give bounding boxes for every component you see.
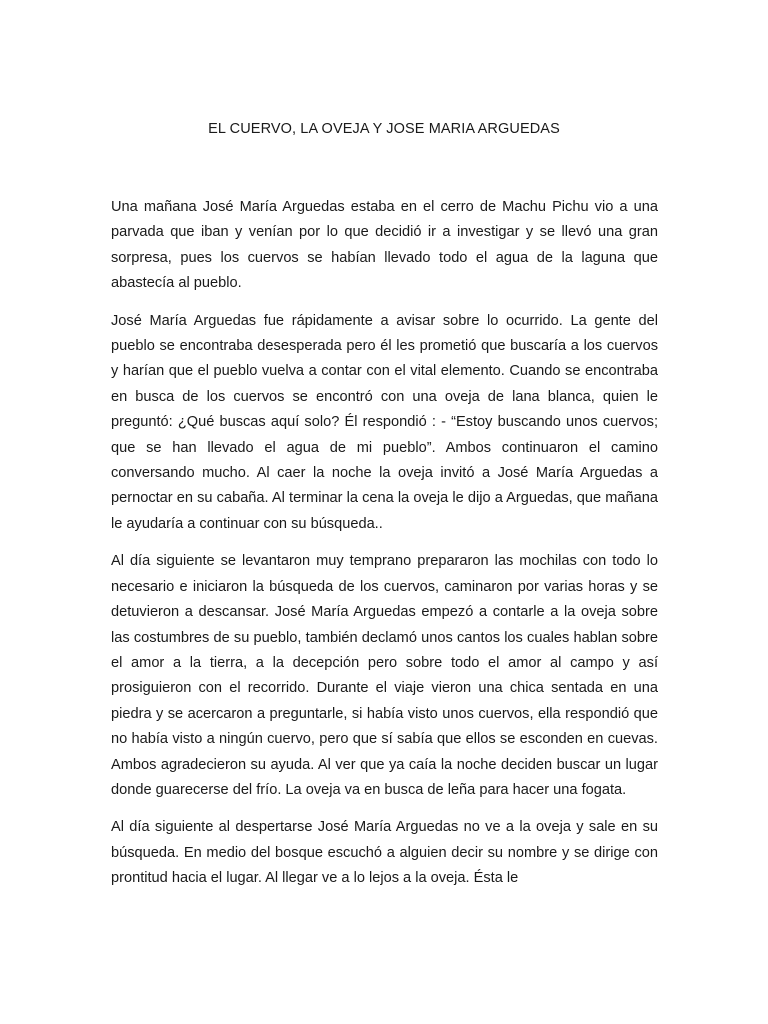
paragraph-2: José María Arguedas fue rápidamente a avisar sobre lo ocurrido. La gente del pueblo se encontraba desesperada pero él les prometió que buscaría a los cuervos y harían que el pueblo vuelva a contar con el vital elemento. Cuando se encontraba en busca de los cuervos se encontró con una oveja de lana blanca, quien le preguntó: ¿Qué buscas aquí solo? Él respondió : - “Estoy buscando unos cuervos; que se han llevado el agua de mi pueblo”. Ambos continuaron el camino conversando mucho. Al caer la noche la oveja invitó a José María Arguedas a pernoctar en su cabaña. Al terminar la cena la oveja le dijo a Arguedas, que mañana le ayudaría a continuar con su búsqueda.. xyxy=(111,312,658,532)
document-body xyxy=(111,195,658,904)
paragraph-1: Una mañana José María Arguedas estaba en el cerro de Machu Pichu vio a una parvada que iban y venían por lo que decidió ir a investigar y se llevó una gran sorpresa, pues los cuervos se habían llevado todo el agua de la laguna que abastecía al pueblo. xyxy=(111,199,658,292)
document-title: EL CUERVO, LA OVEJA Y JOSE MARIA ARGUEDAS xyxy=(208,121,560,137)
paragraph-3: Al día siguiente se levantaron muy temprano prepararon las mochilas con todo lo necesario e iniciaron la búsqueda de los cuervos, caminaron por varias horas y se detuvieron a descansar. José María Arguedas empezó a contarle a la oveja sobre las costumbres de su pueblo, también declamó unos cantos los cuales hablan sobre el amor a la tierra, a la decepción pero sobre todo el amor al campo y así prosiguieron con el recorrido. Durante el viaje vieron una chica sentada en una piedra y se acercaron a preguntarle, si había visto unos cuervos, ella respondió que no había visto a ningún cuervo, pero que sí sabía que ellos se esconden en cuevas. Ambos agradecieron su ayuda. Al ver que ya caía la noche deciden buscar un lugar donde guarecerse del frío. La oveja va en busca de leña para hacer una fogata. xyxy=(111,553,658,798)
paragraph-4: Al día siguiente al despertarse José María Arguedas no ve a la oveja y sale en su búsqueda. En medio del bosque escuchó a alguien decir su nombre y se dirige con prontitud hacia el lugar. Al llegar ve a lo lejos a la oveja. Ésta le xyxy=(111,819,658,887)
